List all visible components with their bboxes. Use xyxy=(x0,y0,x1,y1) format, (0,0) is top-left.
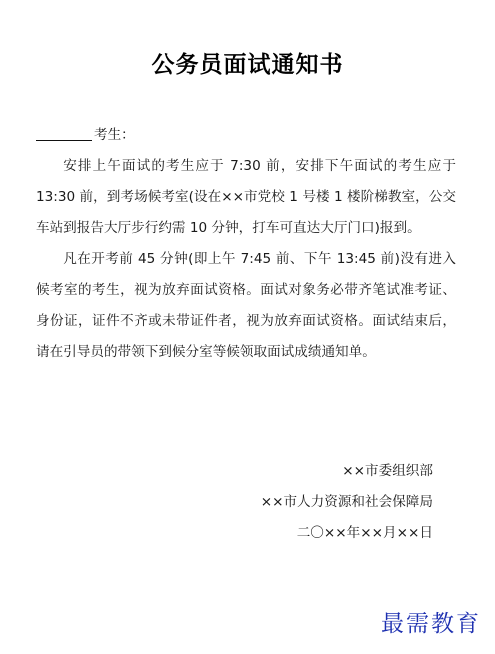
paragraph-reporting-time: 安排上午面试的考生应于 7:30 前，安排下午面试的考生应于 13:30 前，到考场候考室(设在××市党校 1 号楼 1 楼阶梯教室，公交车站到报告大厅步行约需 10 分钟，打车可直达大厅门口)报到。 xyxy=(36,158,456,236)
signature-date: 二〇××年××月××日 xyxy=(296,525,433,541)
notice-body xyxy=(36,151,456,368)
signature-org-hr-bureau: ××市人力资源和社会保障局 xyxy=(260,494,433,510)
name-blank-underline xyxy=(36,125,92,141)
brand-watermark: 最需教育 xyxy=(381,611,481,637)
signature-block xyxy=(261,456,433,549)
salutation-line xyxy=(36,120,456,151)
paragraph-requirements: 凡在开考前 45 分钟(即上午 7:45 前、下午 13:45 前)没有进入候考室的考生，视为放弃面试资格。面试对象务必带齐笔试准考证、身份证，证件不齐或未带证件者，视为放弃面试资格。面试结束后，请在引导员的带领下到候分室等候领取面试成绩通知单。 xyxy=(36,251,456,360)
document-title: 公务员面试通知书 xyxy=(151,52,344,78)
salutation-text: 考生： xyxy=(94,127,135,143)
signature-org-party-committee: ××市委组织部 xyxy=(342,463,433,479)
